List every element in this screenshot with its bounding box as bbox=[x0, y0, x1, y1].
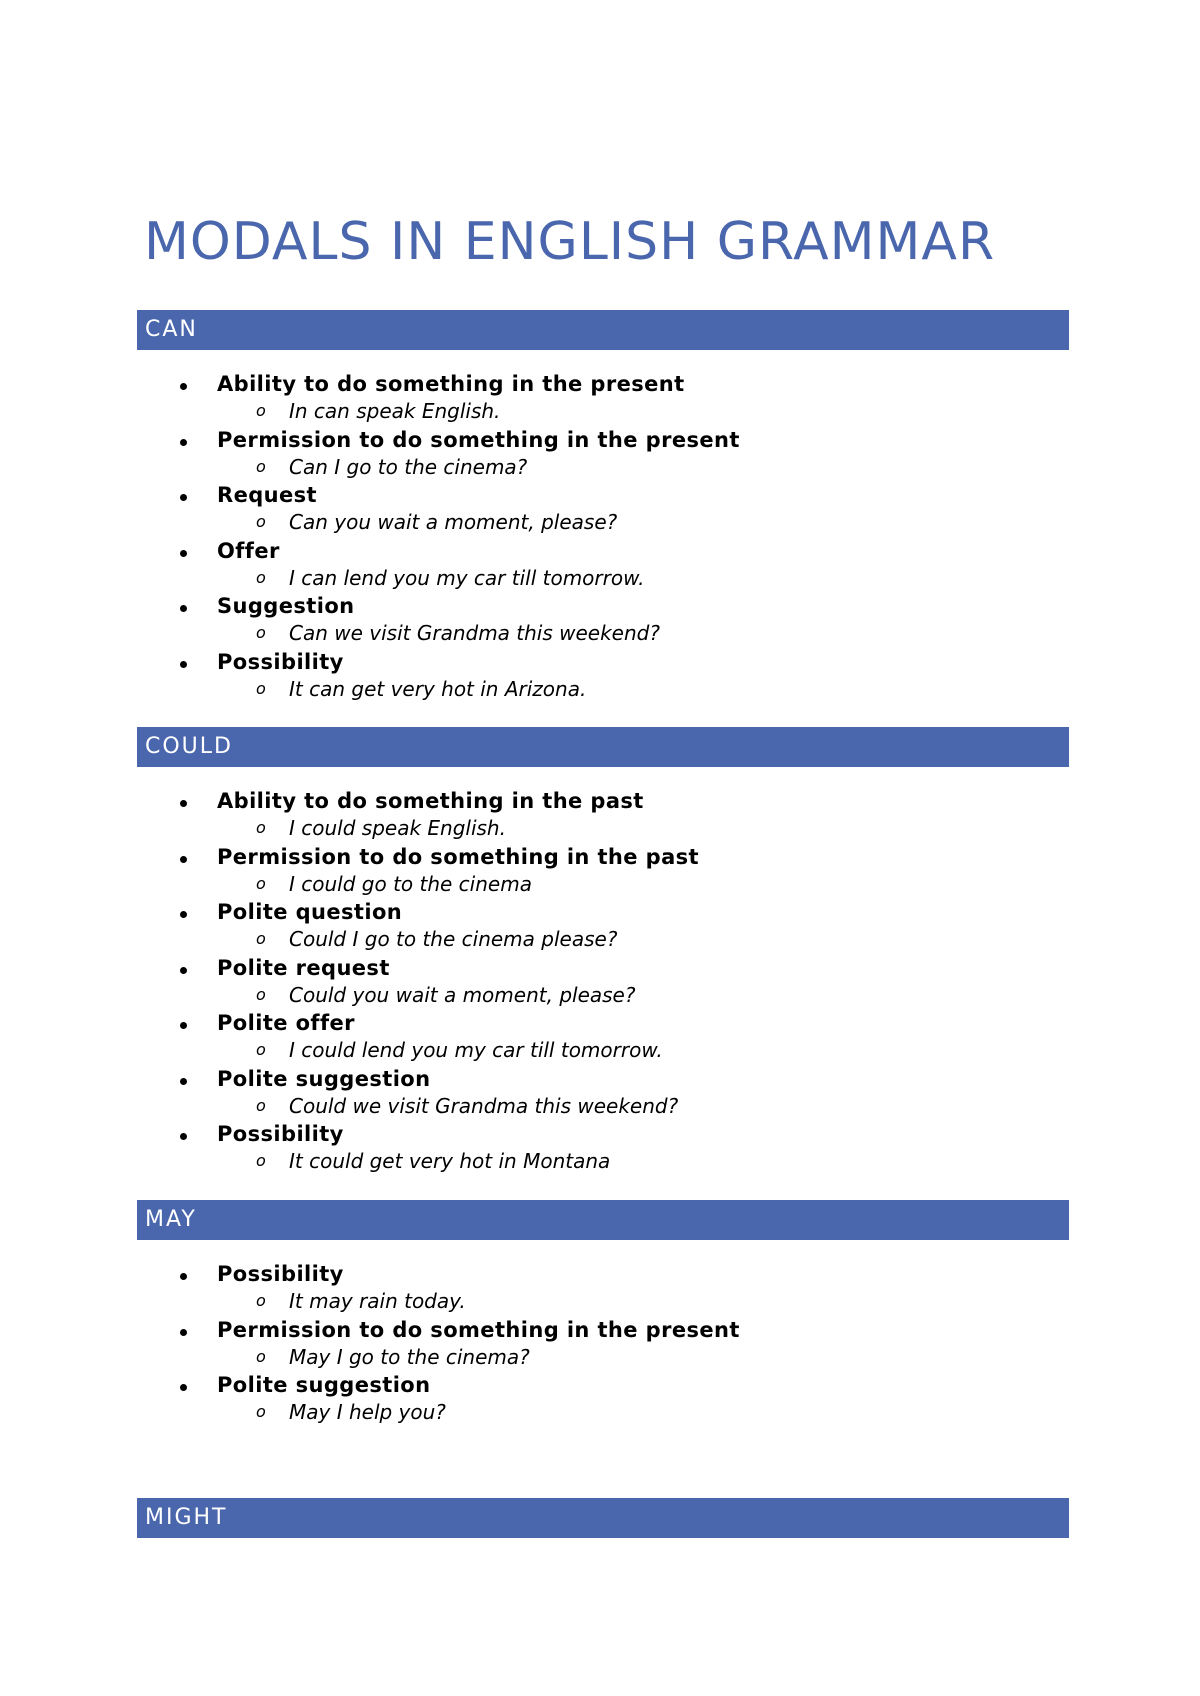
usage-example: I could go to the cinema bbox=[289, 871, 532, 896]
usage-example: It can get very hot in Arizona. bbox=[289, 676, 587, 701]
sub-bullet-icon: o bbox=[256, 1346, 266, 1366]
bullet-icon bbox=[180, 550, 187, 557]
section-heading: CAN bbox=[137, 310, 1069, 350]
usage-example: Can you wait a moment, please? bbox=[289, 510, 618, 534]
bullet-icon bbox=[180, 1329, 187, 1336]
bullet-icon bbox=[180, 911, 187, 918]
section-heading: COULD bbox=[137, 727, 1069, 767]
bullet-icon bbox=[180, 856, 187, 863]
section-heading: MAY bbox=[137, 1200, 1069, 1240]
page-title: MODALS IN ENGLISH GRAMMAR bbox=[144, 212, 996, 272]
bullet-icon bbox=[180, 1133, 187, 1140]
bullet-icon bbox=[180, 1022, 187, 1029]
usage-example: Can we visit Grandma this weekend? bbox=[289, 621, 660, 645]
sub-bullet-icon: o bbox=[256, 984, 266, 1004]
usage-label: Permission to do something in the present bbox=[217, 427, 740, 452]
sub-bullet-icon: o bbox=[256, 456, 266, 476]
usage-label: Request bbox=[217, 483, 317, 507]
sub-bullet-icon: o bbox=[256, 1151, 266, 1170]
usage-example: Could I go to the cinema please? bbox=[289, 927, 618, 951]
sub-bullet-icon: o bbox=[256, 567, 266, 587]
usage-label: Permission to do something in the past bbox=[217, 844, 699, 869]
usage-label: Ability to do something in the past bbox=[217, 789, 644, 813]
usage-label: Ability to do something in the present bbox=[217, 372, 685, 396]
usage-label: Polite request bbox=[217, 955, 390, 980]
usage-label: Possibility bbox=[217, 649, 344, 674]
usage-example: May I go to the cinema? bbox=[289, 1344, 530, 1369]
usage-label: Offer bbox=[217, 538, 280, 563]
bullet-icon bbox=[180, 494, 187, 501]
sub-bullet-icon: o bbox=[256, 678, 266, 698]
usage-example: I could lend you my car till tomorrow. bbox=[289, 1038, 663, 1062]
bullet-icon bbox=[180, 439, 187, 446]
usage-label: Permission to do something in the present bbox=[217, 1317, 740, 1342]
usage-example: I could speak English. bbox=[289, 816, 506, 840]
usage-example: Could you wait a moment, please? bbox=[289, 982, 636, 1007]
usage-example: May I help you? bbox=[289, 1400, 446, 1424]
usage-label: Possibility bbox=[217, 1262, 344, 1286]
usage-example: It could get very hot in Montana bbox=[289, 1149, 611, 1173]
bullet-icon bbox=[180, 661, 187, 668]
usage-label: Polite suggestion bbox=[217, 1373, 431, 1397]
bullet-icon bbox=[180, 967, 187, 974]
sub-bullet-icon: o bbox=[256, 929, 266, 948]
usage-example: I can lend you my car till tomorrow. bbox=[289, 565, 645, 590]
sub-bullet-icon: o bbox=[256, 1402, 266, 1421]
bullet-icon bbox=[180, 1384, 187, 1391]
sub-bullet-icon: o bbox=[256, 512, 266, 531]
usage-label: Suggestion bbox=[217, 594, 355, 618]
usage-example: Could we visit Grandma this weekend? bbox=[289, 1093, 679, 1118]
usage-example: In can speak English. bbox=[289, 399, 501, 423]
bullet-icon bbox=[180, 1273, 187, 1280]
usage-label: Polite offer bbox=[217, 1011, 355, 1035]
usage-label: Possibility bbox=[217, 1122, 344, 1146]
bullet-icon bbox=[180, 1078, 187, 1085]
usage-example: Can I go to the cinema? bbox=[289, 454, 528, 479]
section-heading: MIGHT bbox=[137, 1498, 1069, 1538]
bullet-icon bbox=[180, 800, 187, 807]
usage-example: It may rain today. bbox=[289, 1289, 466, 1313]
usage-label: Polite question bbox=[217, 900, 403, 924]
sub-bullet-icon: o bbox=[256, 1095, 266, 1115]
sub-bullet-icon: o bbox=[256, 818, 266, 837]
bullet-icon bbox=[180, 605, 187, 612]
sub-bullet-icon: o bbox=[256, 401, 266, 420]
bullet-icon bbox=[180, 383, 187, 390]
sub-bullet-icon: o bbox=[256, 873, 266, 893]
sub-bullet-icon: o bbox=[256, 1040, 266, 1059]
sub-bullet-icon: o bbox=[256, 1291, 266, 1310]
usage-label: Polite suggestion bbox=[217, 1066, 431, 1091]
sub-bullet-icon: o bbox=[256, 623, 266, 642]
